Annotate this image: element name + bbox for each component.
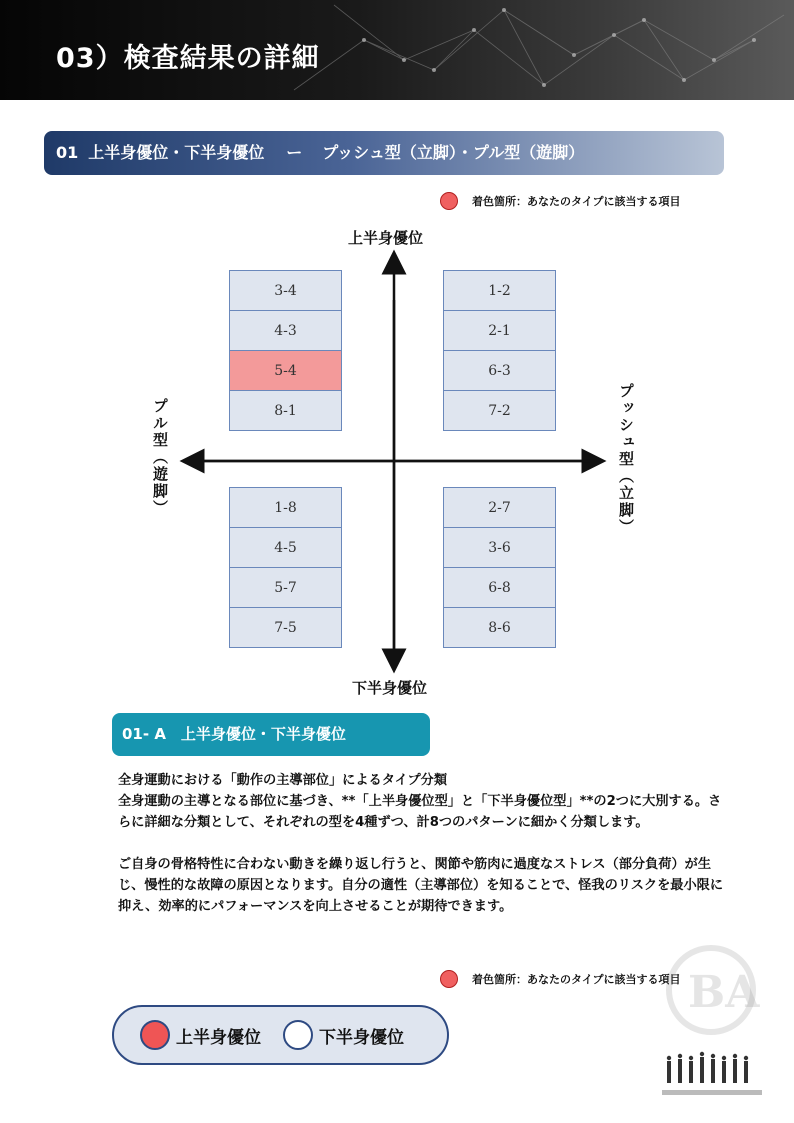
top-axis-label: 上半身優位 [348,229,424,247]
body-text [118,770,728,917]
quadrant-top-left [229,270,342,431]
svg-text:BA: BA [688,967,760,1018]
type-cell-highlighted: 5-4 [229,350,342,391]
right-axis-label: プッシュ型（立脚） [617,383,635,536]
section-number: 01 [56,143,79,162]
type-cell: 4-3 [229,310,342,351]
type-cell: 2-7 [443,487,556,528]
section-dash: ー [286,143,303,162]
type-cell: 7-2 [443,390,556,431]
type-cell: 3-6 [443,527,556,568]
selected-circle-icon [140,1020,170,1050]
type-cell: 1-8 [229,487,342,528]
body-paragraph-2: ご自身の骨格特性に合わない動きを繰り返し行うと、関節や筋肉に過度なストレス（部分負荷）が生じ、慢性的な故障の原因となります。自分の適性（主導部位）を知ることで、怪我のリスクを最小限に抑え、効率的にパフォーマンスを向上させることが期待できます。 [118,857,724,914]
type-cell: 2-1 [443,310,556,351]
section-title: 上半身優位・下半身優位 [88,143,265,162]
type-cell: 8-6 [443,607,556,648]
result-option-upper [140,1020,261,1050]
type-cell: 5-7 [229,567,342,608]
quadrant-bottom-right [443,487,556,648]
unselected-circle-icon [283,1020,313,1050]
result-option-lower [283,1020,404,1050]
body-paragraph-1: 全身運動の主導となる部位に基づき、**「上半身優位型」と「下半身優位型」**の2つに大別する。さらに詳細な分類として、それぞれの型を4種ずつ、計8つのパターンに細かく分類します。 [118,794,722,830]
type-cell: 4-5 [229,527,342,568]
quadrant-top-right [443,270,556,431]
quadrant-bottom-left [229,487,342,648]
watermark-logo [636,935,786,1045]
subsection-title: 01- A 上半身優位・下半身優位 [112,713,430,756]
legend-text: 着色箇所：あなたのタイプに該当する項目 [472,973,681,986]
section-subtitle: プッシュ型（立脚）・プル型（遊脚） [322,143,585,162]
type-cell: 1-2 [443,270,556,311]
type-cell: 6-8 [443,567,556,608]
red-circle-icon [440,970,458,988]
left-axis-label: プル型（遊脚） [151,398,169,517]
legend-text: 着色箇所：あなたのタイプに該当する項目 [472,195,681,208]
result-option-label: 下半身優位 [319,1027,404,1048]
type-cell: 3-4 [229,270,342,311]
type-cell: 8-1 [229,390,342,431]
type-cell: 7-5 [229,607,342,648]
team-figures-logo [662,1050,762,1095]
result-indicator [112,1005,449,1065]
body-heading: 全身運動における「動作の主導部位」によるタイプ分類 [118,773,448,788]
bottom-axis-label: 下半身優位 [352,679,428,697]
page-title: 03）検査結果の詳細 [56,43,320,74]
result-option-label: 上半身優位 [176,1027,261,1048]
type-cell: 6-3 [443,350,556,391]
